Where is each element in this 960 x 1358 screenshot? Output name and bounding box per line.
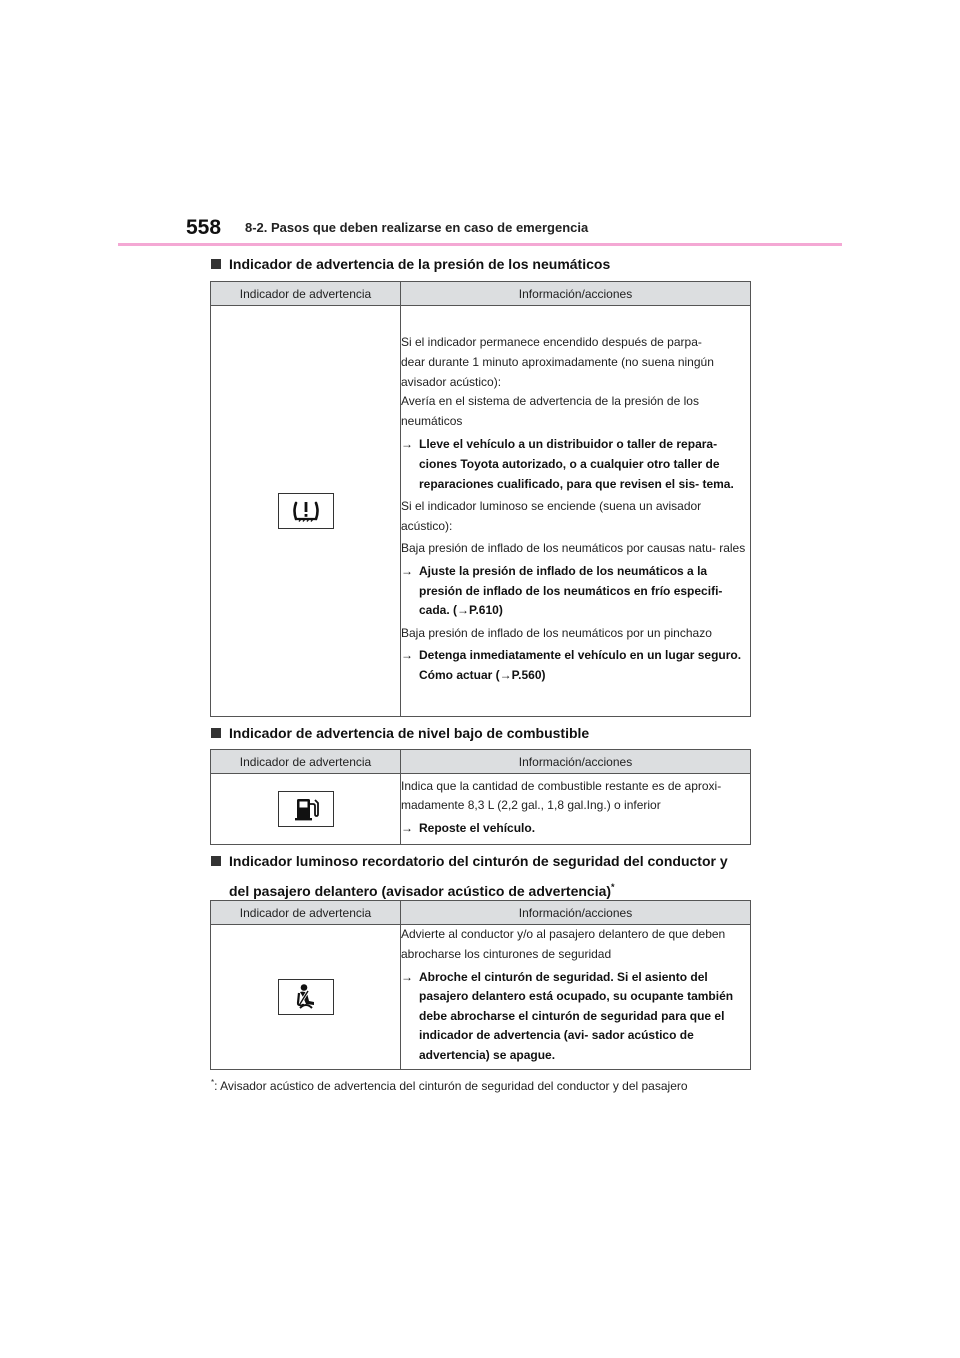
arrow-icon: → <box>401 820 413 835</box>
chapter-title: 8-2. Pasos que deben realizarse en caso de emergencia <box>245 220 589 235</box>
footnote-mark: * <box>211 1078 215 1087</box>
arrow-icon: → <box>401 648 413 663</box>
arrow-icon: → <box>401 437 413 452</box>
arrow-icon: → <box>401 969 413 984</box>
heading-text: Indicador de advertencia de la presión de los neumáticos <box>229 256 611 272</box>
info-cell <box>401 925 751 1070</box>
action-item: → Detenga inmediatamente el vehículo en un lugar seguro. Cómo actuar (→P.560) <box>401 646 750 685</box>
col-header-indicator: Indicador de advertencia <box>211 282 401 306</box>
action-item: → Reposte el vehículo. <box>401 819 750 839</box>
heading-text: del pasajero delantero (avisador acústico de advertencia) <box>229 882 612 899</box>
col-header-info: Información/acciones <box>401 901 751 925</box>
action-item: → Ajuste la presión de inflado de los neumáticos a la presión de inflado de los neumáticos en frío especifi- cada. (→P.610) <box>401 562 750 621</box>
action-item: → Lleve el vehículo a un distribuidor o taller de repara- ciones Toyota autorizado, o a cualquier otro taller de reparaciones cualificado, para que revisen el sis- tema. <box>401 435 750 494</box>
section-heading-low-fuel <box>211 720 589 746</box>
info-text: Advierte al conductor y/o al pasajero delantero de que deben abrocharse los cinturones de seguridad <box>401 927 726 962</box>
seatbelt-icon <box>278 979 334 1015</box>
info-cell <box>401 306 751 717</box>
info-cell <box>401 774 751 845</box>
info-text: Indica que la cantidad de combustible restante es de aproxi- madamente 8,3 L (2,2 gal., 1,8 gal.Ing.) o inferior <box>401 778 722 813</box>
indicator-cell <box>211 306 401 717</box>
section-heading-tire-pressure <box>211 251 610 277</box>
tire-pressure-warning-icon <box>278 493 334 529</box>
heading-text: Indicador de advertencia de nivel bajo de combustible <box>229 725 590 741</box>
seatbelt-table <box>210 900 751 1070</box>
indicator-cell <box>211 925 401 1070</box>
section-heading-seatbelt <box>211 848 728 904</box>
col-header-info: Información/acciones <box>401 750 751 774</box>
info-text: Baja presión de inflado de los neumáticos por causas natu- rales <box>401 541 746 556</box>
square-bullet-icon <box>211 728 221 738</box>
info-text: Si el indicador permanece encendido después de parpa- dear durante 1 minuto aproximadamente (no suena ningún avisador acústico): Avería en el sistema de advertencia de la presión de los neumáticos <box>401 335 714 428</box>
info-text: Baja presión de inflado de los neumáticos por un pinchazo <box>401 625 712 640</box>
heading-text: Indicador luminoso recordatorio del cinturón de seguridad del conductor y <box>229 853 728 869</box>
footnote-text: : Avisador acústico de advertencia del cinturón de seguridad del conductor y del pasajero <box>214 1079 688 1093</box>
header-rule <box>118 243 842 246</box>
col-header-indicator: Indicador de advertencia <box>211 901 401 925</box>
tire-pressure-table <box>210 281 751 717</box>
info-text: Si el indicador luminoso se enciende (suena un avisador acústico): <box>401 499 702 533</box>
footnote-mark: * <box>611 882 615 892</box>
low-fuel-table <box>210 749 751 845</box>
footnote <box>211 1078 688 1093</box>
arrow-icon: → <box>401 563 413 578</box>
action-item: → Abroche el cinturón de seguridad. Si el asiento del pasajero delantero está ocupado, su ocupante también debe abrocharse el cinturón de seguridad para que el indicador de advertencia (avi- sador acústico de advertencia) se apague. <box>401 968 750 1066</box>
square-bullet-icon <box>211 259 221 269</box>
col-header-info: Información/acciones <box>401 282 751 306</box>
col-header-indicator: Indicador de advertencia <box>211 750 401 774</box>
indicator-cell <box>211 774 401 845</box>
fuel-pump-icon <box>278 791 334 827</box>
page-number: 558 <box>186 216 222 239</box>
square-bullet-icon <box>211 856 221 866</box>
